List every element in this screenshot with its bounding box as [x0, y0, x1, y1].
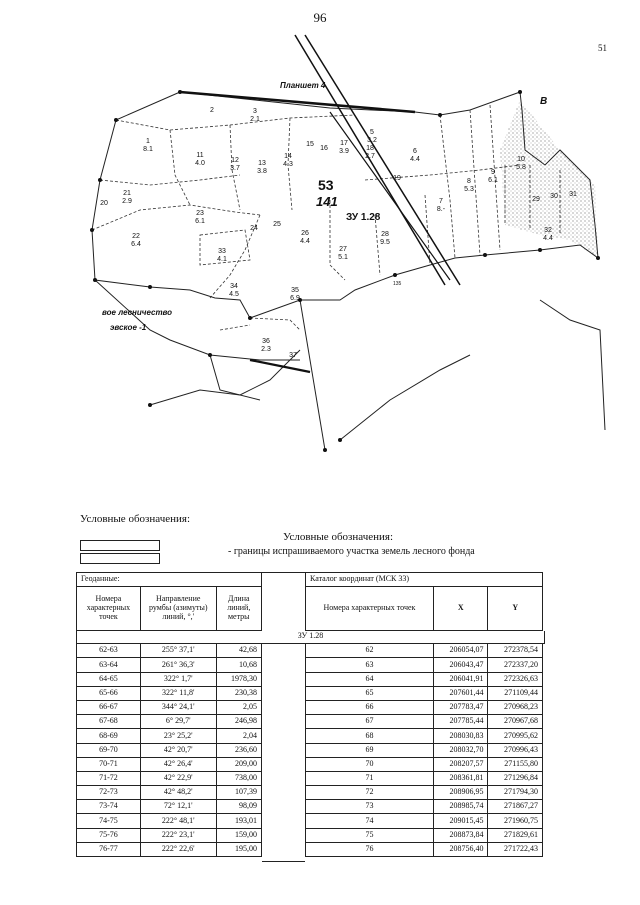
geodata-row	[77, 686, 262, 700]
allotment-number: 3	[253, 108, 257, 115]
coordinates-y-cell: 271960,75	[488, 814, 543, 828]
geodata-points-cell: 63-64	[77, 658, 141, 672]
coordinates-y-cell: 270968,23	[488, 700, 543, 714]
allotment-area: 2.7	[365, 153, 375, 160]
allotment-area: 6.4	[131, 241, 141, 248]
geodata-direction-cell: 72° 12,1'	[140, 800, 216, 814]
coordinates-row	[306, 743, 543, 757]
allotment-number: 29	[532, 196, 540, 203]
sheet-label: Планшет 4	[280, 81, 326, 90]
coordinates-y-cell: 270967,68	[488, 715, 543, 729]
allotment-area: 2.3	[261, 346, 271, 353]
geodata-length-cell: 159,00	[216, 828, 261, 842]
corner-letter: В	[540, 96, 548, 107]
allotment-area: 4.4	[410, 156, 420, 163]
geodata-row	[77, 757, 262, 771]
geodata-points-cell: 65-66	[77, 686, 141, 700]
allotment-area: 4.1	[217, 256, 227, 263]
geodata-length-cell: 107,39	[216, 786, 261, 800]
coordinates-row	[306, 715, 543, 729]
geodata-direction-cell: 42° 22,9'	[140, 771, 216, 785]
coordinates-point-cell: 65	[306, 686, 434, 700]
allotment-number: 30	[550, 193, 558, 200]
geodata-points-cell: 64-65	[77, 672, 141, 686]
legend-swatch-outline	[80, 540, 160, 551]
coordinates-y-cell: 272337,20	[488, 658, 543, 672]
allotment-number: 16	[320, 145, 328, 152]
coordinates-x-cell: 208906,95	[433, 786, 488, 800]
coordinates-row	[306, 842, 543, 856]
allotment-number: 20	[100, 200, 108, 207]
coordinates-point-cell: 74	[306, 814, 434, 828]
coordinates-row	[306, 800, 543, 814]
geodata-direction-cell: 222° 23,1'	[140, 828, 216, 842]
geodata-row	[77, 715, 262, 729]
coordinates-point-cell: 73	[306, 800, 434, 814]
geodata-direction-cell: 255° 37,1'	[140, 644, 216, 658]
allotment-area: 3.2	[367, 137, 377, 144]
allotment-area: 9.5	[380, 239, 390, 246]
allotment-area: 4.4	[300, 238, 310, 245]
allotment-area: 3.9	[339, 148, 349, 155]
coordinates-point-cell: 64	[306, 672, 434, 686]
allotment-number: 17	[340, 140, 348, 147]
coordinates-y-cell: 271296,84	[488, 771, 543, 785]
allotment-number: 32	[544, 227, 552, 234]
geodata-direction-cell: 222° 48,1'	[140, 814, 216, 828]
coordinates-point-cell: 68	[306, 729, 434, 743]
allotment-area: 3.8	[257, 168, 267, 175]
geodata-row	[77, 771, 262, 785]
geodata-row	[77, 644, 262, 658]
coordinates-row	[306, 672, 543, 686]
geodata-direction-cell: 23° 25,2'	[140, 729, 216, 743]
allotment-number: 8	[467, 178, 471, 185]
sheet-line	[180, 92, 415, 112]
geodata-points-cell: 62-63	[77, 644, 141, 658]
table-spacer	[262, 572, 305, 862]
geodata-row	[77, 800, 262, 814]
allotment-number: 13	[258, 160, 266, 167]
plot-label: ЗУ 1.28	[346, 212, 381, 223]
geodata-points-cell: 67-68	[77, 715, 141, 729]
allotment-number: 7	[439, 198, 443, 205]
geodata-header-length: Длина линий, метры	[216, 587, 261, 631]
allotment-number: 36	[262, 338, 270, 345]
forestry-label-2: эвское -1	[110, 323, 147, 332]
coordinates-x-cell: 206043,47	[433, 658, 488, 672]
allotment-number: 1	[146, 138, 150, 145]
coordinates-point-cell: 63	[306, 658, 434, 672]
geodata-points-cell: 68-69	[77, 729, 141, 743]
geodata-points-cell: 75-76	[77, 828, 141, 842]
coordinates-y-cell: 270995,62	[488, 729, 543, 743]
coordinates-x-cell: 206054,07	[433, 644, 488, 658]
geodata-direction-cell: 222° 22,6'	[140, 842, 216, 856]
coordinates-row	[306, 686, 543, 700]
allotment-number: 22	[132, 233, 140, 240]
allotment-number: 2	[210, 107, 214, 114]
geodata-points-cell: 76-77	[77, 842, 141, 856]
coordinates-y-cell: 271722,43	[488, 842, 543, 856]
coordinates-point-cell: 70	[306, 757, 434, 771]
geodata-length-cell: 2,04	[216, 729, 261, 743]
allotment-number: 23	[196, 210, 204, 217]
geodata-direction-cell: 42° 20,7'	[140, 743, 216, 757]
allotment-area: 4.3	[283, 161, 293, 168]
allotment-number: 26	[301, 230, 309, 237]
point-label: 135	[393, 281, 402, 287]
coordinates-x-cell: 208873,84	[433, 828, 488, 842]
allotment-area: 4.0	[195, 160, 205, 167]
geodata-row	[77, 672, 262, 686]
geodata-length-cell: 193,01	[216, 814, 261, 828]
geodata-length-cell: 98,09	[216, 800, 261, 814]
allotment-number: 5	[370, 129, 374, 136]
allotment-area: 6.9	[290, 295, 300, 302]
quarter-area: 141	[316, 194, 338, 209]
coordinates-y-cell: 271867,27	[488, 800, 543, 814]
coordinates-point-cell: 72	[306, 786, 434, 800]
coordinates-row	[306, 658, 543, 672]
coordinates-row	[306, 644, 543, 658]
geodata-length-cell: 42,68	[216, 644, 261, 658]
coordinates-point-cell: 76	[306, 842, 434, 856]
geodata-row	[77, 743, 262, 757]
coordinates-title: Каталог координат (МСК 33)	[306, 573, 543, 587]
forestry-label-1: вое лесничество	[102, 308, 173, 317]
coordinates-row	[306, 771, 543, 785]
geodata-direction-cell: 322° 1,7'	[140, 672, 216, 686]
allotment-number: 37	[289, 352, 297, 359]
geodata-points-cell: 73-74	[77, 800, 141, 814]
allotment-number: 9	[491, 169, 495, 176]
geodata-title: Геоданные:	[77, 573, 262, 587]
allotment-area: 4.4	[543, 235, 553, 242]
coordinates-y-cell: 272378,54	[488, 644, 543, 658]
coordinates-x-cell: 209015,45	[433, 814, 488, 828]
coordinates-row	[306, 757, 543, 771]
allotment-area: 8.1	[143, 146, 153, 153]
corner-number: 51	[598, 43, 607, 53]
allotment-number: 31	[569, 191, 577, 198]
geodata-table	[76, 572, 262, 857]
geodata-header-direction: Направление румбы (азимуты) линий, °,'	[140, 587, 216, 631]
allotment-area: 5.3	[464, 186, 474, 193]
coordinates-y-cell: 271109,44	[488, 686, 543, 700]
coordinates-row	[306, 814, 543, 828]
geodata-points-cell: 66-67	[77, 700, 141, 714]
allotment-number: 24	[250, 225, 258, 232]
allotment-area: 6.1	[488, 177, 498, 184]
coordinates-header-points: Номера характерных точек	[306, 587, 434, 631]
coordinates-y-cell: 270996,43	[488, 743, 543, 757]
coordinates-x-cell: 207601,44	[433, 686, 488, 700]
geodata-direction-cell: 42° 26,4'	[140, 757, 216, 771]
geodata-direction-cell: 344° 24,1'	[140, 700, 216, 714]
geodata-direction-cell: 6° 29,7'	[140, 715, 216, 729]
coordinates-point-cell: 75	[306, 828, 434, 842]
coordinates-y-cell: 271794,30	[488, 786, 543, 800]
quarter-number: 53	[318, 177, 334, 193]
geodata-row	[77, 828, 262, 842]
allotment-number: 12	[231, 157, 239, 164]
coordinates-point-cell: 71	[306, 771, 434, 785]
geodata-points-cell: 71-72	[77, 771, 141, 785]
coordinates-point-cell: 66	[306, 700, 434, 714]
geodata-length-cell: 209,00	[216, 757, 261, 771]
coordinates-point-cell: 62	[306, 644, 434, 658]
allotment-number: 25	[273, 221, 281, 228]
allotment-number: 35	[291, 287, 299, 294]
allotment-area: 4.5	[229, 291, 239, 298]
geodata-row	[77, 700, 262, 714]
coordinates-point-cell: 69	[306, 743, 434, 757]
coordinates-x-cell: 208985,74	[433, 800, 488, 814]
geodata-length-cell: 738,00	[216, 771, 261, 785]
allotment-area: 5.8	[516, 164, 526, 171]
geodata-row	[77, 658, 262, 672]
legend-subtitle: Условные обозначения:	[283, 531, 394, 543]
allotment-number: 28	[381, 231, 389, 238]
geodata-length-cell: 246,98	[216, 715, 261, 729]
geodata-row	[77, 786, 262, 800]
allotment-area: 3.7	[230, 165, 240, 172]
coordinates-header-x: X	[433, 587, 488, 631]
coordinates-header-y: Y	[488, 587, 543, 631]
coordinates-x-cell: 208032,70	[433, 743, 488, 757]
coordinates-x-cell: 208361,81	[433, 771, 488, 785]
coordinates-y-cell: 271829,61	[488, 828, 543, 842]
geodata-points-cell: 72-73	[77, 786, 141, 800]
allotment-area: 6.1	[195, 218, 205, 225]
geodata-row	[77, 814, 262, 828]
geodata-points-cell: 69-70	[77, 743, 141, 757]
legend-title: Условные обозначения:	[80, 513, 191, 525]
geodata-length-cell: 236,60	[216, 743, 261, 757]
coordinates-point-cell: 67	[306, 715, 434, 729]
allotment-area: 2.9	[122, 198, 132, 205]
geodata-length-cell: 230,38	[216, 686, 261, 700]
coordinates-x-cell: 207783,47	[433, 700, 488, 714]
geodata-points-cell: 70-71	[77, 757, 141, 771]
allotment-number: 33	[218, 248, 226, 255]
allotment-number: 34	[230, 283, 238, 290]
geodata-header-points: Номера характерных точек	[77, 587, 141, 631]
geodata-length-cell: 1978,30	[216, 672, 261, 686]
allotment-area: 8.-	[436, 206, 446, 213]
allotment-number: 27	[339, 246, 347, 253]
geodata-length-cell: 195,00	[216, 842, 261, 856]
legend-description: - границы испрашиваемого участка земель лесного фонда	[228, 546, 475, 557]
allotment-number: 6	[413, 148, 417, 155]
coordinates-y-cell: 272326,63	[488, 672, 543, 686]
allotment-area: 2.1	[250, 116, 260, 123]
coordinates-x-cell: 206041,91	[433, 672, 488, 686]
coordinates-row	[306, 700, 543, 714]
allotment-number: 15	[306, 141, 314, 148]
coordinates-x-cell: 208030,83	[433, 729, 488, 743]
geodata-direction-cell: 42° 48,2'	[140, 786, 216, 800]
geodata-row	[77, 729, 262, 743]
allotment-number: 18	[366, 145, 374, 152]
coordinates-x-cell: 207785,44	[433, 715, 488, 729]
geodata-points-cell: 74-75	[77, 814, 141, 828]
allotment-number: 19	[393, 175, 401, 182]
geodata-length-cell: 2,05	[216, 700, 261, 714]
geodata-direction-cell: 322° 11,8'	[140, 686, 216, 700]
allotment-area: 5.1	[338, 254, 348, 261]
allotment-number: 10	[517, 156, 525, 163]
geodata-length-cell: 10,68	[216, 658, 261, 672]
allotment-number: 11	[196, 152, 204, 159]
coordinates-row	[306, 828, 543, 842]
coordinates-row	[306, 786, 543, 800]
section-row-plot: ЗУ 1.28	[76, 631, 545, 644]
coordinates-table	[305, 572, 543, 857]
geodata-direction-cell: 261° 36,3'	[140, 658, 216, 672]
allotment-number: 21	[123, 190, 131, 197]
allotment-number: 14	[284, 153, 292, 160]
legend-swatch-boundary	[80, 553, 160, 564]
page-number: 96	[313, 10, 327, 25]
coordinates-y-cell: 271155,80	[488, 757, 543, 771]
coordinates-row	[306, 729, 543, 743]
coordinates-x-cell: 208756,40	[433, 842, 488, 856]
geodata-row	[77, 842, 262, 856]
coordinates-x-cell: 208207,57	[433, 757, 488, 771]
